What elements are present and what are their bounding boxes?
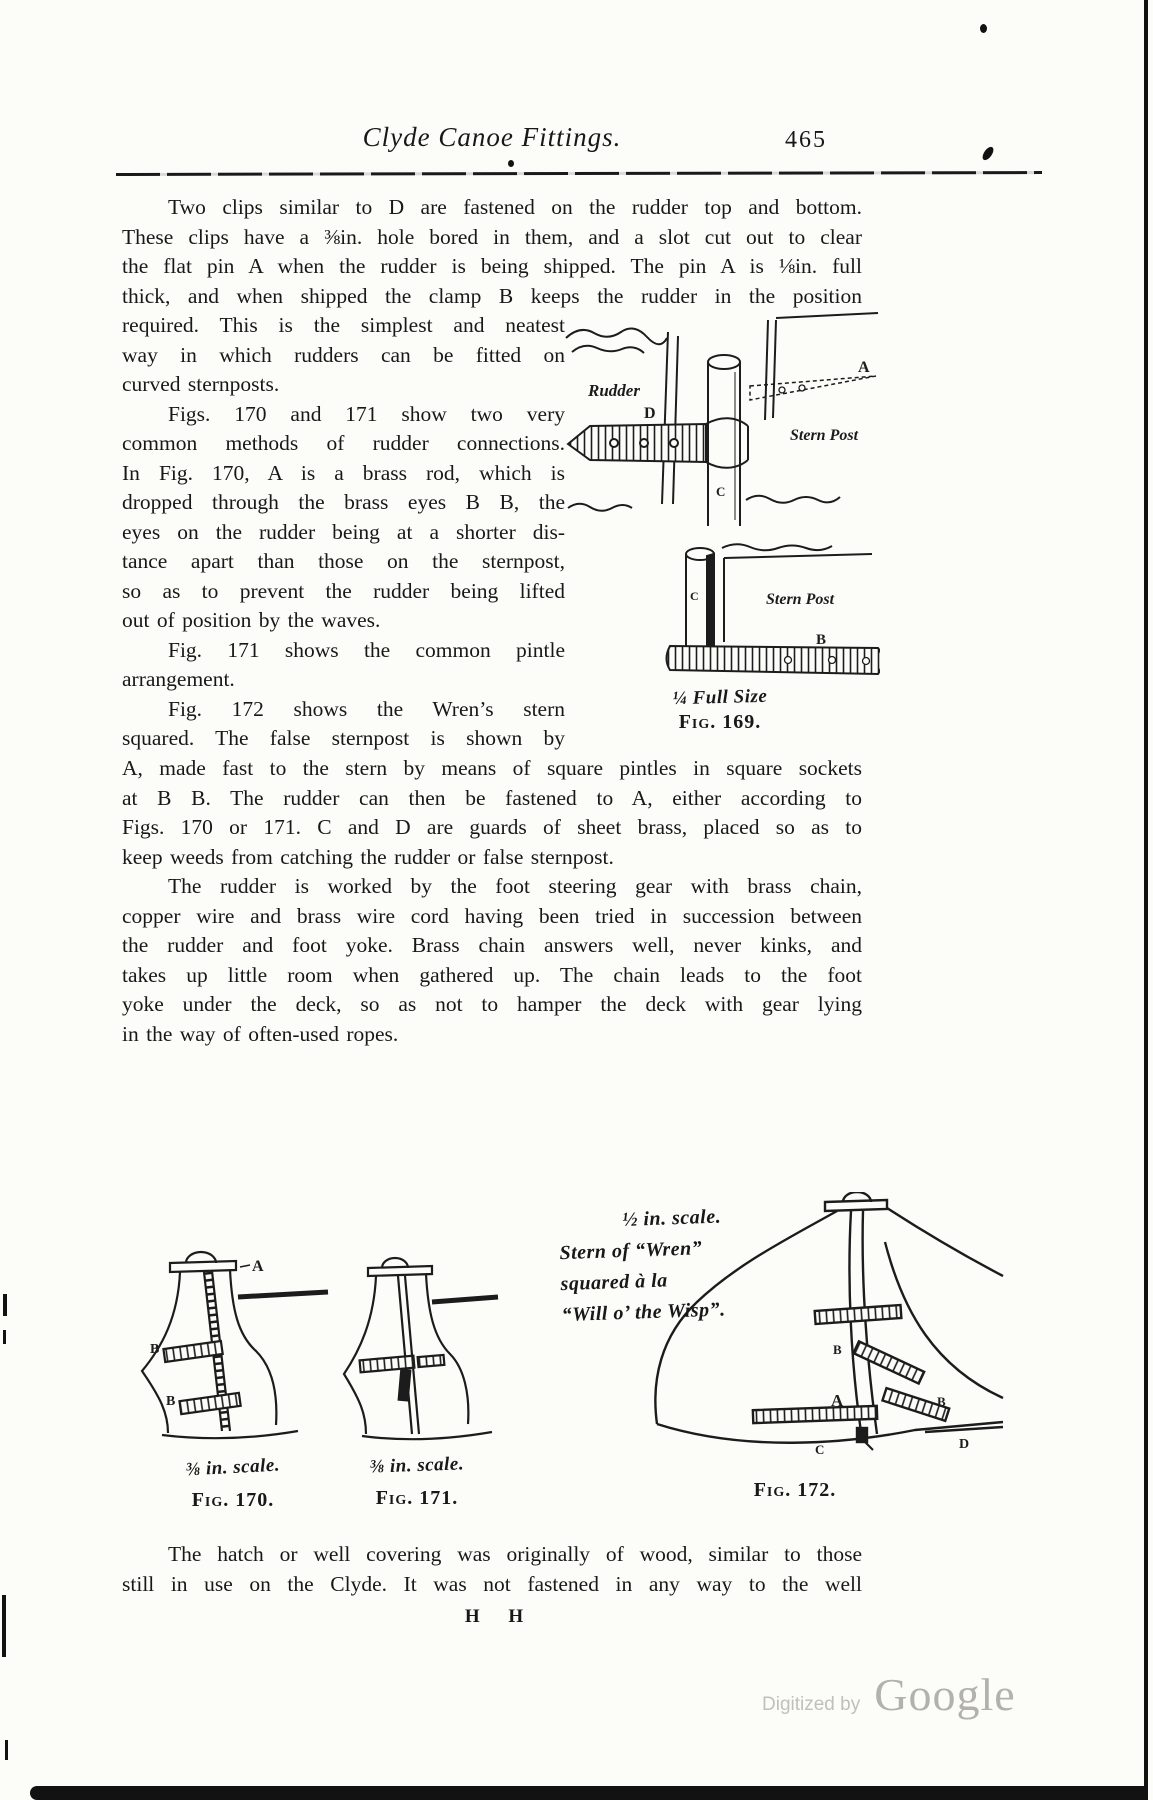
figure-171 bbox=[332, 1252, 502, 1510]
fig-170-label-a: A bbox=[252, 1258, 264, 1275]
scan-artifact-mark-right bbox=[981, 145, 995, 162]
fig-169-label-c-bottom: C bbox=[690, 589, 699, 603]
scan-artifact-right-border bbox=[1144, 0, 1148, 1800]
fig-169-label-b: B bbox=[816, 632, 827, 648]
text-line: Fig. 171 shows the common pintle bbox=[168, 637, 565, 662]
scan-artifact-left-mark-1 bbox=[3, 1294, 7, 1316]
text-line: out of position by the waves. bbox=[122, 608, 381, 632]
annotation-line: “Will o’ the Wisp”. bbox=[561, 1298, 726, 1327]
text-line: the flat pin A when the rudder is being shipped. The pin A is ⅛in. full bbox=[122, 254, 862, 278]
digitized-watermark bbox=[762, 1668, 1016, 1721]
text-line: eyes on the rudder being at a shorter dis- bbox=[122, 519, 565, 544]
text-line: thick, and when shipped the clamp B keeps the rudder in the position bbox=[122, 283, 862, 308]
text-line: keep weeds from catching the rudder or false sternpost. bbox=[122, 844, 614, 869]
fig-170-scale-note: ⅜ in. scale. bbox=[185, 1454, 281, 1481]
fig-171-caption: Fig. 171. bbox=[375, 1487, 459, 1509]
page-title: Clyde Canoe Fittings. bbox=[362, 122, 622, 152]
text-line: yoke under the deck, so as not to hamper the deck with gear lying bbox=[122, 992, 862, 1016]
text-line: common methods of rudder connections. bbox=[122, 431, 565, 455]
fig-170-caption: Fig. 170. bbox=[191, 1489, 275, 1511]
printer-signature-mark: H H bbox=[464, 1606, 536, 1627]
annotation-line: Stern of “Wren” bbox=[559, 1237, 703, 1265]
fig-169-label-c-top: C bbox=[716, 484, 726, 499]
paragraph-1-narrow bbox=[122, 311, 565, 754]
fig-172-label-c: C bbox=[815, 1442, 825, 1457]
annotation-line: ½ in. scale. bbox=[622, 1205, 722, 1231]
fig-171-drawing bbox=[332, 1252, 502, 1448]
text-line: tance apart than those on the sternpost, bbox=[122, 549, 565, 573]
text-line: The rudder is worked by the foot steering gear with brass chain, bbox=[168, 874, 862, 898]
page-number: 465 bbox=[785, 127, 827, 153]
scan-artifact-dot-top bbox=[980, 24, 987, 33]
fig-172-label-a: A bbox=[831, 1391, 844, 1410]
fig-169-drawing bbox=[560, 298, 880, 676]
fig-170-label-b1: B bbox=[150, 1342, 160, 1357]
fig-172-label-b2: B bbox=[937, 1394, 946, 1409]
text-line: Figs. 170 or 171. C and D are guards of sheet brass, placed so as to bbox=[122, 815, 862, 839]
text-line: Two clips similar to D are fastened on the rudder top and bottom. bbox=[168, 195, 862, 219]
text-line: copper wire and brass wire cord having been tried in succession between bbox=[122, 903, 862, 928]
text-line: the rudder and foot yoke. Brass chain answers well, never kinks, and bbox=[122, 933, 862, 957]
figure-169 bbox=[560, 298, 890, 734]
fig-172-annotation bbox=[558, 1199, 802, 1331]
scan-artifact-left-mark-4 bbox=[5, 1740, 8, 1760]
paragraph-1-full bbox=[122, 193, 862, 311]
annotation-line: squared à la bbox=[560, 1269, 669, 1296]
watermark-prefix: Digitized by bbox=[762, 1694, 861, 1715]
text-line: required. This is the simplest and neatest bbox=[122, 313, 565, 337]
fig-172-label-d: D bbox=[959, 1437, 970, 1452]
fig-169-scale-note: ¼ Full Size bbox=[672, 685, 768, 710]
text-line: way in which rudders can be fitted on bbox=[122, 342, 565, 367]
paragraph-1-resume bbox=[122, 754, 862, 872]
text-line: arrangement. bbox=[122, 667, 235, 691]
text-line: still in use on the Clyde. It was not fastened in any way to the well bbox=[122, 1571, 862, 1596]
text-line: A, made fast to the stern by means of square pintles in square sockets bbox=[122, 756, 862, 780]
fig-172-caption: Fig. 172. bbox=[753, 1479, 837, 1501]
text-line: Figs. 170 and 171 show two very bbox=[168, 401, 565, 426]
fig-169-label-a: A bbox=[858, 359, 870, 376]
fig-172-label-b1: B bbox=[833, 1342, 842, 1357]
text-line: at B B. The rudder can then be fastened to A, either according to bbox=[122, 785, 862, 810]
fig-169-side-view bbox=[667, 544, 881, 674]
fig-169-label-d: D bbox=[644, 405, 656, 422]
fig-169-label-stern-post-top: Stern Post bbox=[790, 427, 859, 444]
text-line: The hatch or well covering was originally of wood, similar to those bbox=[168, 1542, 862, 1566]
text-line: so as to prevent the rudder being lifted bbox=[122, 578, 565, 603]
fig-170-drawing bbox=[128, 1245, 338, 1450]
google-logo: Google bbox=[874, 1669, 1016, 1720]
text-line: Fig. 172 shows the Wren’s stern bbox=[168, 696, 565, 721]
fig-169-label-stern-post-bottom: Stern Post bbox=[766, 591, 835, 608]
paragraph-3 bbox=[122, 1540, 862, 1599]
figure-170 bbox=[128, 1245, 338, 1512]
fig-171-scale-note: ⅜ in. scale. bbox=[369, 1453, 465, 1478]
fig-170-label-b2: B bbox=[166, 1394, 176, 1409]
fig-169-caption: Fig. 169. bbox=[678, 711, 762, 733]
text-line: dropped through the brass eyes B B, the bbox=[122, 490, 565, 514]
text-line: squared. The false sternpost is shown by bbox=[122, 726, 565, 750]
text-line: curved sternposts. bbox=[122, 372, 280, 396]
scan-artifact-ink-dot-title bbox=[508, 160, 514, 167]
scan-artifact-left-mark-3 bbox=[2, 1595, 6, 1657]
scan-artifact-bottom-strip bbox=[30, 1786, 1146, 1800]
text-line: These clips have a ⅜in. hole bored in them, and a slot cut out to clear bbox=[122, 224, 862, 249]
text-line: In Fig. 170, A is a brass rod, which is bbox=[122, 460, 565, 485]
text-line: in the way of often-used ropes. bbox=[122, 1021, 399, 1046]
scan-artifact-left-mark-2 bbox=[3, 1330, 6, 1344]
text-line: takes up little room when gathered up. The chain leads to the foot bbox=[122, 962, 862, 987]
header-rule bbox=[116, 171, 1042, 176]
paragraph-2 bbox=[122, 872, 862, 1049]
fig-169-label-rudder: Rudder bbox=[588, 381, 640, 400]
